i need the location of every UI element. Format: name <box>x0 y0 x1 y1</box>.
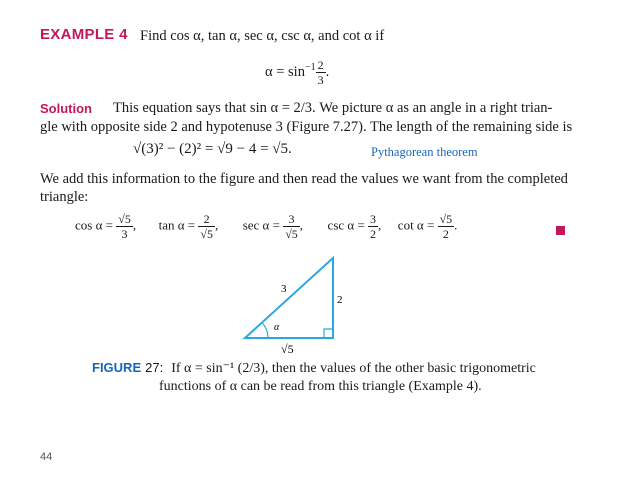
sec-fraction <box>283 213 300 240</box>
cot-numerator: √5 <box>439 212 453 226</box>
angle-label: α <box>274 322 280 333</box>
equation-numerator: 2 <box>317 58 324 72</box>
example-equation <box>265 58 329 86</box>
tan-fraction <box>198 213 215 240</box>
solution-line-4: triangle: <box>40 189 89 205</box>
equation-fraction <box>316 59 326 86</box>
sec-denominator: √5 <box>285 227 298 241</box>
tan-comma: , <box>214 217 219 233</box>
hypotenuse-label: 3 <box>281 283 287 295</box>
csc-fraction <box>368 213 378 240</box>
cos-lhs: cos α = <box>75 217 113 233</box>
page-number: 44 <box>40 451 53 463</box>
tan-denominator: √5 <box>200 227 213 241</box>
solution-line-3: We add this information to the figure and then read the values we want from the completed <box>40 171 568 187</box>
adjacent-label: √5 <box>281 342 294 356</box>
right-angle-marker <box>324 329 333 338</box>
csc-denominator: 2 <box>370 227 377 241</box>
opposite-label: 2 <box>337 294 343 306</box>
cos-fraction <box>116 213 133 240</box>
pythagorean-note: Pythagorean theorem <box>371 145 478 159</box>
figure-caption-line-1 <box>92 359 536 378</box>
end-of-example-marker <box>556 226 565 235</box>
tan-expression <box>159 213 219 240</box>
cot-expression <box>398 213 458 240</box>
cot-denominator: 2 <box>438 226 455 240</box>
cos-numerator: √5 <box>118 212 131 226</box>
tan-numerator: 2 <box>203 212 210 226</box>
cot-period: . <box>454 217 458 233</box>
sec-expression <box>243 213 303 240</box>
cot-fraction <box>438 212 458 241</box>
equation-exponent: −1 <box>304 62 316 73</box>
cos-comma: , <box>132 217 137 233</box>
sec-comma: , <box>299 217 304 233</box>
tan-lhs: tan α = <box>158 217 196 233</box>
example-label: EXAMPLE 4 <box>40 26 128 43</box>
csc-lhs: csc α = <box>327 217 365 233</box>
sec-lhs: sec α = <box>242 217 280 233</box>
csc-expression <box>328 213 382 240</box>
caption-text-2: functions of α can be read from this triangle (Example 4). <box>159 379 482 394</box>
example-prompt: Find cos α, tan α, sec α, csc α, and cot α if <box>140 28 385 44</box>
csc-comma: , <box>378 217 382 233</box>
angle-arc <box>262 323 268 339</box>
equation-end: . <box>325 63 330 80</box>
figure-label: FIGURE <box>92 360 142 375</box>
trig-results <box>75 213 457 240</box>
pythagorean-equation: √(3)² − (2)² = √9 − 4 = √5. <box>133 141 292 157</box>
right-triangle-figure <box>235 250 355 360</box>
cos-expression <box>75 213 136 240</box>
figure-number: 27: <box>145 360 164 375</box>
equation-denominator: 3 <box>317 73 324 87</box>
caption-text-1: If α = sin⁻¹ (2/3), then the values of the other basic trigonometric <box>171 361 536 376</box>
csc-numerator: 3 <box>370 212 377 226</box>
solution-line-2: gle with opposite side 2 and hypotenuse 3 (Figure 7.27). The length of the remaining side is <box>40 119 573 135</box>
solution-line-1: This equation says that sin α = 2/3. We picture α as an angle in a right trian- <box>113 100 553 116</box>
triangle-outline <box>245 258 333 338</box>
equation-lhs: α = sin <box>265 63 305 80</box>
cot-lhs: cot α = <box>397 217 435 233</box>
cos-denominator: 3 <box>116 226 133 240</box>
sec-numerator: 3 <box>288 212 295 226</box>
solution-label: Solution <box>40 101 92 116</box>
